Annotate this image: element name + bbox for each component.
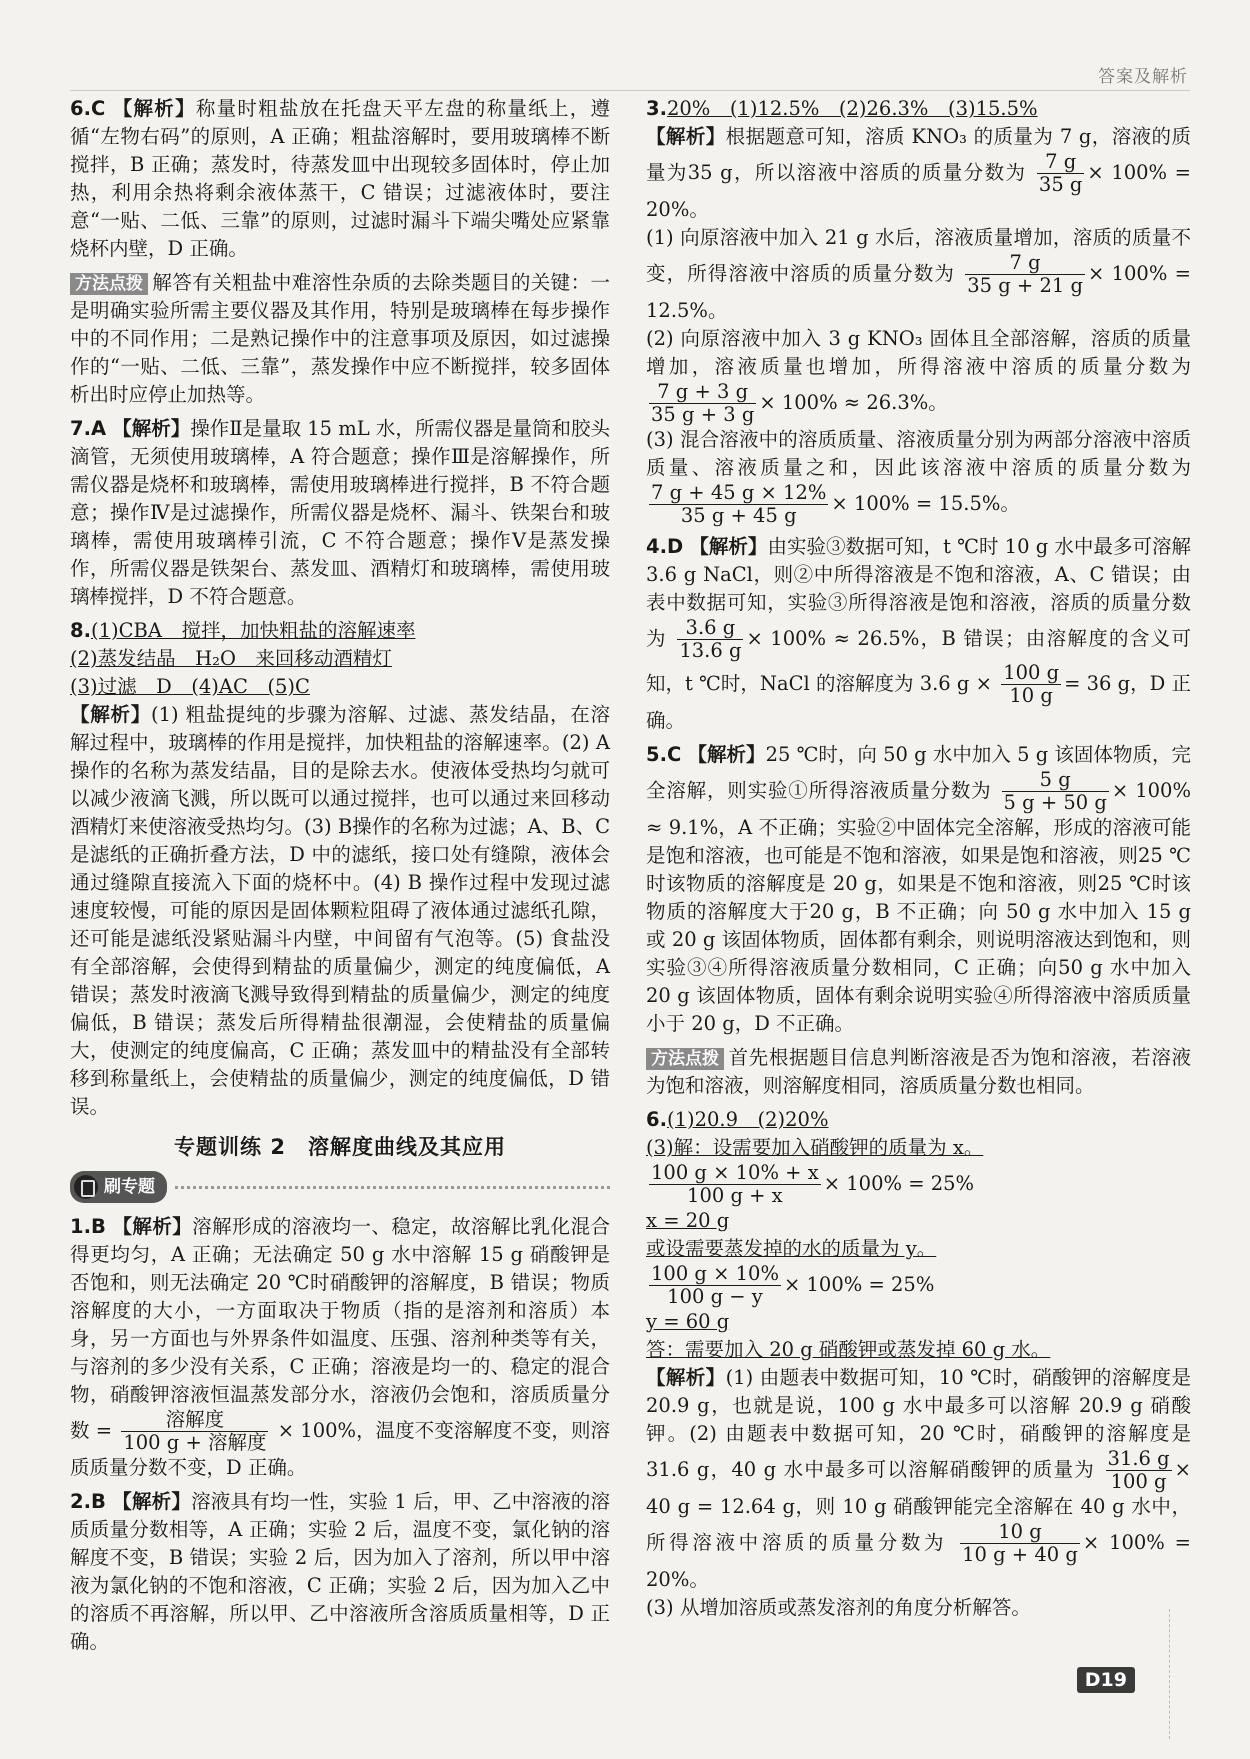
analysis-text: 操作Ⅱ是量取 15 mL 水，所需仪器是量筒和胶头滴管，无须使用玻璃棒，A 符合题意；操作Ⅲ是溶解操作，所需仪器是烧杯和玻璃棒，需使用玻璃棒进行搅拌，B 不符合题意；操作Ⅳ是过滤操作，所需仪器是烧杯、漏斗、铁架台和玻璃棒，需使用玻璃棒引流，C 不符合题意；操作Ⅴ是蒸发操作，所需仪器是铁架台、蒸发皿、酒精灯和玻璃棒，需使用玻璃棒搅拌，D 不符合题意。 [70, 417, 610, 608]
item-number: 5. [646, 743, 667, 766]
analysis-text: × 100% = 12.5%。 [646, 262, 1191, 322]
item-number: 4. [646, 535, 667, 558]
topic-answer-6 [646, 1106, 1191, 1622]
analysis-text: × 100% ≈ 9.1%，A 不正确；实验②中固体完全溶解，形成的溶液可能是饱和溶液，也可能是不饱和溶液，如果是饱和溶液，则25 ℃时该物质的溶解度是 20 g，如果是不饱和溶液，则25 ℃时该物质的溶解度大于20 g，B 不正确；向 50 g 水中加入 15 g 或 20 g 该固体物质，固体都有剩余，则说明溶液达到饱和，则实验③④所得溶液质量分数相同，C 正确；向50 g 水中加入 20 g 该固体物质，固体有剩余说明实验④所得溶液中溶质质量小于 20 g，D 不正确。 [646, 779, 1191, 1035]
header-rule [70, 90, 1190, 91]
fraction [1037, 151, 1085, 196]
fraction [1106, 1448, 1172, 1493]
fraction [121, 1409, 268, 1454]
denominator: 100 g + 溶解度 [123, 1431, 267, 1454]
denominator: 100 g + x [687, 1184, 783, 1207]
analysis-text: (3) 从增加溶质或蒸发溶剂的角度分析解答。 [646, 1596, 1031, 1619]
analysis-text: × 100% = 20%。 [646, 1531, 1191, 1591]
method-tip-5 [646, 1044, 1191, 1100]
numerator: 10 g [960, 1521, 1080, 1544]
analysis-text: (2) 向原溶液中加入 3 g KNO₃ 固体且全部溶解，溶质的质量增加，溶液质量也增加，所得溶液中溶质的质量分数为 [646, 327, 1191, 378]
analysis-tag: 【解析】 [70, 703, 151, 726]
item-answer: D [666, 535, 684, 558]
section-badge [70, 1171, 167, 1203]
denominator: 100 g [1110, 1470, 1167, 1493]
running-header: 答案及解析 [1098, 67, 1188, 87]
item-number: 6. [70, 97, 91, 120]
denominator: 100 g − y [667, 1285, 763, 1308]
item-number: 1. [70, 1215, 91, 1238]
analysis-text: × 100% = 15.5%。 [831, 492, 1020, 515]
page-edge [1169, 1609, 1230, 1739]
numerator: 3.6 g [677, 617, 743, 640]
fraction [1001, 662, 1061, 707]
denominator: 35 g + 21 g [967, 274, 1083, 297]
method-tip-label: 方法点拨 [70, 273, 148, 295]
answer-line: (3)过滤 D (4)AC (5)C [70, 675, 310, 698]
answer-line: 答：需要加入 20 g 硝酸钾或蒸发掉 60 g 水。 [646, 1338, 1051, 1361]
denominator: 10 g [1009, 684, 1053, 707]
topic-answer-1 [70, 1213, 610, 1482]
numerator: 100 g × 10% [651, 1262, 779, 1285]
item-number: 2. [70, 1490, 91, 1513]
item-number: 8. [70, 619, 91, 642]
numerator: 7 g + 3 g [649, 381, 756, 404]
item-answer: C [90, 97, 106, 120]
equation-rhs: × 100% = 25% [783, 1273, 935, 1296]
numerator: 5 g [1002, 769, 1109, 792]
method-tip-text: 解答有关粗盐中难溶性杂质的去除类题目的关键：一是明确实验所需主要仪器及其作用，特别是玻璃棒在每步操作中的不同作用；二是熟记操作中的注意事项及原因，如过滤操作的“一贴、二低、三靠”，蒸发操作中应不断搅拌，较多固体析出时应停止加热等。 [70, 271, 610, 406]
analysis-text: × 100%，温度不变溶解度不变，则溶质质量分数不变，D 正确。 [70, 1419, 610, 1479]
analysis-text: × 100% = 20%。 [646, 161, 1191, 221]
fraction [965, 252, 1085, 297]
dotted-divider [175, 1186, 610, 1189]
item-number: 3. [646, 97, 667, 120]
analysis-text: (1) 向原溶液中加入 21 g 水后，溶液质量增加，溶质的质量不变，所得溶液中溶质的质量分数为 [646, 226, 1191, 285]
analysis-text: (3) 混合溶液中的溶质质量、溶液质量分别为两部分溶液中溶质质量、溶液质量之和，因此该溶液中溶质的质量分数为 [646, 428, 1191, 479]
result-line: y = 60 g [646, 1310, 730, 1333]
analysis-tag: 【解析】 [646, 1366, 726, 1389]
analysis-tag: 【解析】 [689, 535, 768, 558]
fraction [649, 482, 828, 527]
numerator: 31.6 g [1107, 1447, 1170, 1470]
section-title: 专题训练 2 溶解度曲线及其应用 [174, 1135, 506, 1159]
answer-line: (1)CBA 搅拌，加快粗盐的溶解速率 [90, 619, 416, 642]
denominator: 10 g + 40 g [962, 1543, 1078, 1566]
topic-answer-4 [646, 533, 1191, 735]
answer-6 [70, 95, 610, 263]
analysis-text: 根据题意可知，溶质 KNO₃ 的质量为 7 g，溶液的质量为35 g，所以溶液中溶质的质量分数为 [646, 125, 1191, 184]
denominator: 13.6 g [679, 639, 742, 662]
fraction [649, 381, 756, 426]
item-answer: B [90, 1490, 106, 1513]
answer-line: (3)解：设需要加入硝酸钾的质量为 x。 [646, 1136, 984, 1159]
item-number: 6. [646, 1108, 667, 1131]
fraction [649, 1162, 821, 1207]
analysis-text: = 36 g，D 正确。 [646, 672, 1192, 732]
denominator: 35 g + 45 g [680, 504, 797, 527]
analysis-text: × 100% ≈ 26.5%，B 错误；由溶解度的含义可知，t ℃时，NaCl 的溶解度为 3.6 g × [646, 627, 1191, 695]
answer-line: (1)20.9 (2)20% [666, 1108, 829, 1131]
analysis-tag: 【解析】 [646, 125, 726, 148]
numerator: 7 g [1037, 151, 1085, 174]
result-line: x = 20 g [646, 1209, 730, 1232]
numerator: 100 g × 10% + x [651, 1161, 819, 1184]
item-number: 7. [70, 417, 91, 440]
analysis-tag: 【解析】 [112, 1490, 192, 1513]
fraction [677, 617, 743, 662]
item-answer: C [666, 743, 682, 766]
topic-answer-3 [646, 95, 1191, 527]
analysis-text: 称量时粗盐放在托盘天平左盘的称量纸上，遵循“左物右码”的原则，A 正确；粗盐溶解时，要用玻璃棒不断搅拌，B 正确；蒸发时，待蒸发皿中出现较多固体时，停止加热，利用余热将剩余液体蒸干，C 错误；过滤液体时，要注意“一贴、二低、三靠”的原则，过滤时漏斗下端尖嘴处应紧靠烧杯内壁，D 正确。 [70, 97, 610, 260]
denominator: 35 g [1038, 173, 1083, 196]
analysis-text: 25 ℃时，向 50 g 水中加入 5 g 该固体物质，完全溶解，则实验①所得溶液质量分数为 [646, 743, 1191, 802]
method-tip-label: 方法点拨 [646, 1048, 724, 1070]
method-tip-text: 首先根据题目信息判断溶液是否为饱和溶液，若溶液为饱和溶液，则溶解度相同，溶质质量分数也相同。 [646, 1046, 1191, 1097]
denominator: 35 g + 3 g [651, 403, 755, 426]
answer-8 [70, 617, 610, 1121]
numerator: 7 g [965, 252, 1085, 275]
analysis-tag: 【解析】 [112, 1215, 193, 1238]
section-badge-row [70, 1171, 610, 1203]
answer-7 [70, 415, 610, 611]
page-number: D19 [1077, 1667, 1135, 1693]
fraction [1002, 769, 1109, 814]
equation-rhs: × 100% = 25% [823, 1172, 975, 1195]
topic-answer-5 [646, 741, 1191, 1038]
analysis-text: 溶液具有均一性，实验 1 后，甲、乙中溶液的溶质质量分数相等，A 正确；实验 2 后，温度不变，氯化钠的溶解度不变，B 错误；实验 2 后，因为加入了溶剂，所以甲中溶液为氯化钠的不饱和溶液，C 正确；实验 2 后，因为加入乙中的溶质不再溶解，所以甲、乙中溶液所含溶质质量相等，D 正确。 [70, 1490, 610, 1653]
numerator: 溶解度 [121, 1409, 268, 1432]
analysis-tag: 【解析】 [112, 417, 191, 440]
analysis-text: 溶解形成的溶液均一、稳定，故溶解比乳化混合得更均匀，A 正确；无法确定 50 g 水中溶解 15 g 硝酸钾是否饱和，则无法确定 20 ℃时硝酸钾的溶解度，B 错误；物质溶解度的大小，一方面取决于物质（指的是溶剂和溶质）本身，另一方面也与外界条件如温度、压强、溶剂种类等有关，与溶剂的多少没有关系，C 正确；溶液是均一的、稳定的混合物，硝酸钾溶液恒温蒸发部分水，溶液仍会饱和，溶质质量分数 = [70, 1215, 610, 1442]
analysis-text: × 40 g = 12.64 g，则 10 g 硝酸钾能完全溶解在 40 g 水中，所得溶液中溶质的质量分数为 [646, 1458, 1191, 1554]
analysis-text: × 100% ≈ 26.3%。 [759, 391, 948, 414]
answer-line: 20% (1)12.5% (2)26.3% (3)15.5% [666, 97, 1038, 120]
numerator: 7 g + 45 g × 12% [651, 481, 827, 504]
item-answer: A [90, 417, 107, 440]
book-icon [74, 1175, 98, 1199]
analysis-text: (1) 粗盐提纯的步骤为溶解、过滤、蒸发结晶，在溶解过程中，玻璃棒的作用是搅拌，加快粗盐的溶解速率。(2) A 操作的名称为蒸发结晶，目的是除去水。使液体受热均匀就可以减少液滴飞溅，所以既可以通过搅拌，也可以通过来回移动酒精灯来使溶液受热均匀。(3) B操作的名称为过滤；A、B、C 是滤纸的正确折叠方法，D 中的滤纸，接口处有缝隙，液体会通过缝隙直接流入下面的烧杯中。(4) B 操作过程中发现过滤速度较慢，可能的原因是固体颗粒阻碍了液体通过滤纸孔隙，还可能是滤纸没紧贴漏斗内壁，中间留有气泡等。(5) 食盐没有全部溶解，会使得到精盐的质量偏少，测定的纯度偏低，A 错误；蒸发时液滴飞溅导致得到精盐的质量偏少，测定的纯度偏低，B 错误；蒸发后所得精盐很潮湿，会使精盐的质量偏大，使测定的纯度偏高，C 正确；蒸发皿中的精盐没有全部转移到称量纸上，会使精盐的质量偏少，测定的纯度偏低，D 错误。 [70, 703, 610, 1118]
numerator: 100 g [1003, 661, 1060, 684]
analysis-text: (1) 由题表中数据可知，10 ℃时，硝酸钾的溶解度是 20.9 g，也就是说，100 g 水中最多可以溶解 20.9 g 硝酸钾。(2) 由题表中数据可知，20 ℃时，硝酸钾的溶解度是 31.6 g，40 g 水中最多可以溶解硝酸钾的质量为 [646, 1366, 1191, 1481]
fraction [649, 1263, 781, 1308]
method-tip-6 [70, 269, 610, 409]
section-badge-label: 刷专题 [104, 1177, 155, 1197]
fraction [960, 1521, 1080, 1566]
answer-line: 或设需要蒸发掉的水的质量为 y。 [646, 1237, 937, 1260]
analysis-tag: 【解析】 [112, 97, 196, 120]
topic-answer-2 [70, 1488, 610, 1656]
answer-line: (2)蒸发结晶 H₂O 来回移动酒精灯 [70, 647, 392, 670]
analysis-tag: 【解析】 [687, 743, 766, 766]
left-column [70, 95, 610, 1662]
denominator: 5 g + 50 g [1003, 791, 1107, 814]
right-column [646, 95, 1191, 1628]
item-answer: B [90, 1215, 106, 1238]
analysis-text: 由实验③数据可知，t ℃时 10 g 水中最多可溶解 3.6 g NaCl，则②中所得溶液是不饱和溶液，A、C 错误；由表中数据可知，实验③所得溶液是饱和溶液，溶质的质量分数为 [646, 535, 1191, 650]
